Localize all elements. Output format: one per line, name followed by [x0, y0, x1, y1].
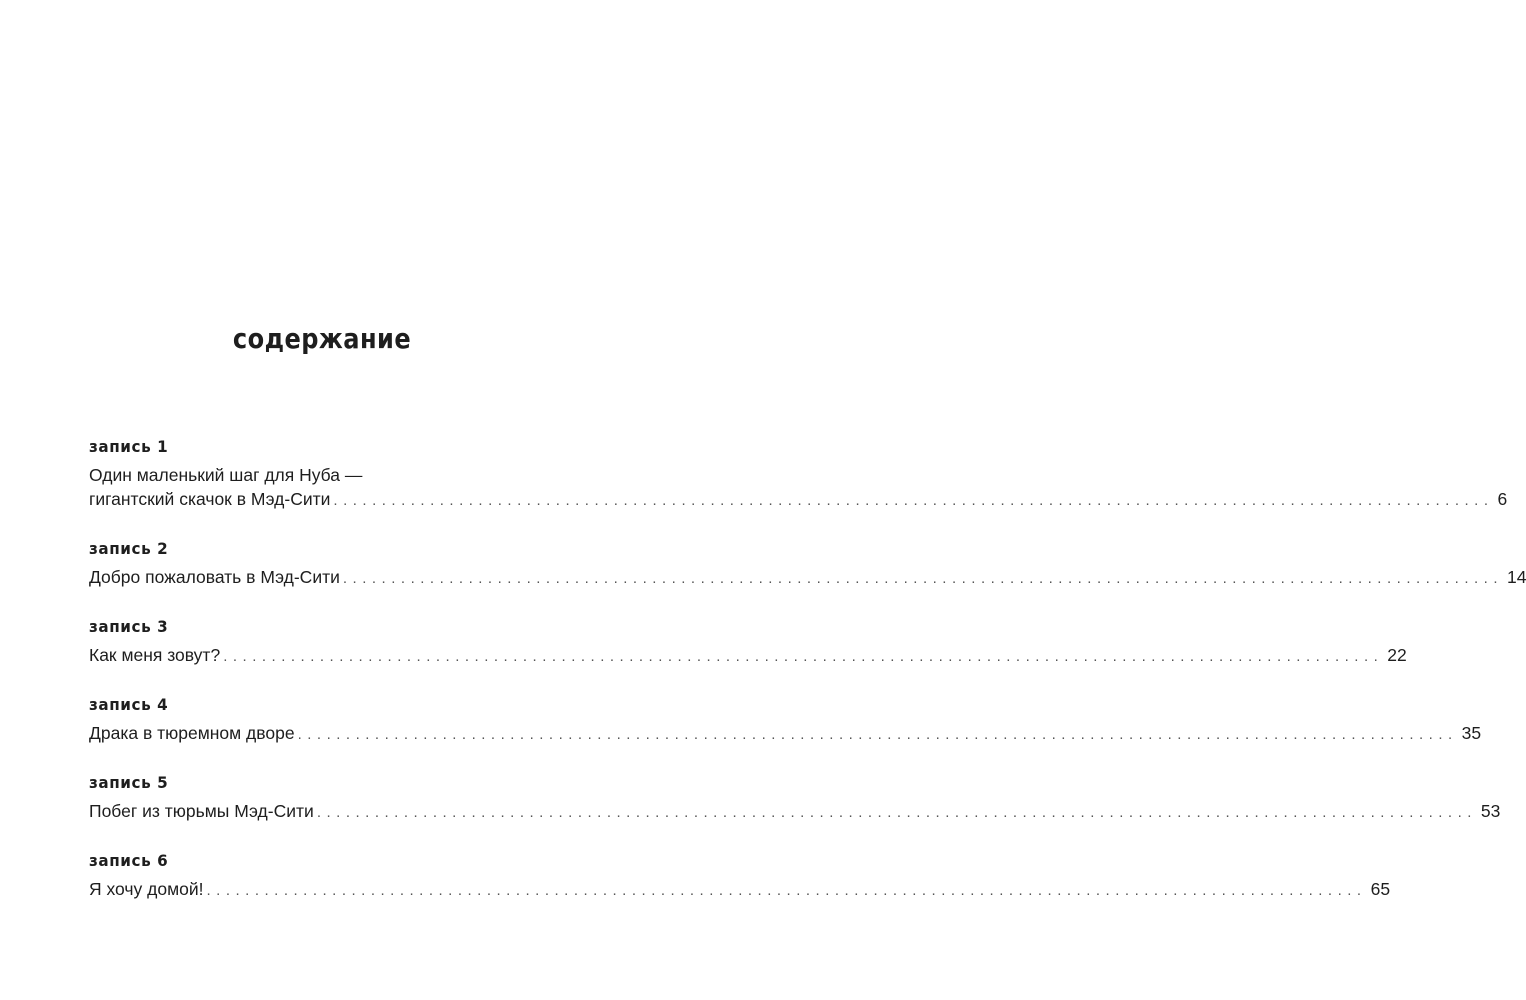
page-title: содержание: [232, 322, 412, 355]
page-number: 65: [1370, 879, 1391, 899]
page-number: 22: [1387, 645, 1407, 665]
entry-title: Добро пожаловать в Мэд-Сити: [89, 567, 340, 587]
toc-entry[interactable]: [89, 799, 1501, 825]
entry-title: Как меня зовут?: [89, 645, 221, 665]
toc-section: [89, 435, 1508, 513]
dot-leader: ........................................................................................................................: [342, 570, 1503, 587]
dot-leader: ........................................................................................................................: [333, 492, 1494, 509]
entry-title: Один маленький шаг для Нуба —: [89, 465, 363, 485]
toc-entry[interactable]: [89, 487, 1508, 513]
section-heading: запись 6: [89, 851, 169, 870]
dot-leader: ........................................................................................................................: [297, 726, 1458, 743]
section-heading: запись 3: [89, 617, 169, 636]
toc-entry[interactable]: [89, 877, 1391, 903]
page-number: 53: [1480, 801, 1501, 821]
toc-entry-line: [89, 463, 531, 487]
toc-entry[interactable]: [89, 643, 1407, 669]
table-of-contents: [89, 435, 1526, 927]
section-heading: запись 4: [89, 695, 169, 714]
toc-entry[interactable]: [89, 565, 1526, 591]
page-number: 14: [1507, 567, 1526, 587]
page-number: 35: [1461, 723, 1482, 743]
toc-section: [89, 849, 1391, 903]
toc-section: [89, 537, 1526, 591]
section-heading: запись 5: [89, 773, 169, 792]
entry-title: Побег из тюрьмы Мэд-Сити: [89, 801, 314, 821]
dot-leader: ........................................................................................................................: [206, 882, 1367, 899]
section-heading: запись 1: [89, 437, 169, 456]
toc-entry[interactable]: [89, 721, 1482, 747]
toc-section: [89, 693, 1482, 747]
toc-section: [89, 771, 1501, 825]
section-heading: запись 2: [89, 539, 169, 558]
page-number: 6: [1497, 489, 1508, 509]
dot-leader: ........................................................................................................................: [316, 804, 1477, 821]
entry-title: Я хочу домой!: [89, 879, 204, 899]
entry-title: гигантский скачок в Мэд-Сити: [89, 489, 331, 509]
dot-leader: ........................................................................................................................: [223, 648, 1384, 665]
toc-section: [89, 615, 1407, 669]
entry-title: Драка в тюремном дворе: [89, 723, 295, 743]
